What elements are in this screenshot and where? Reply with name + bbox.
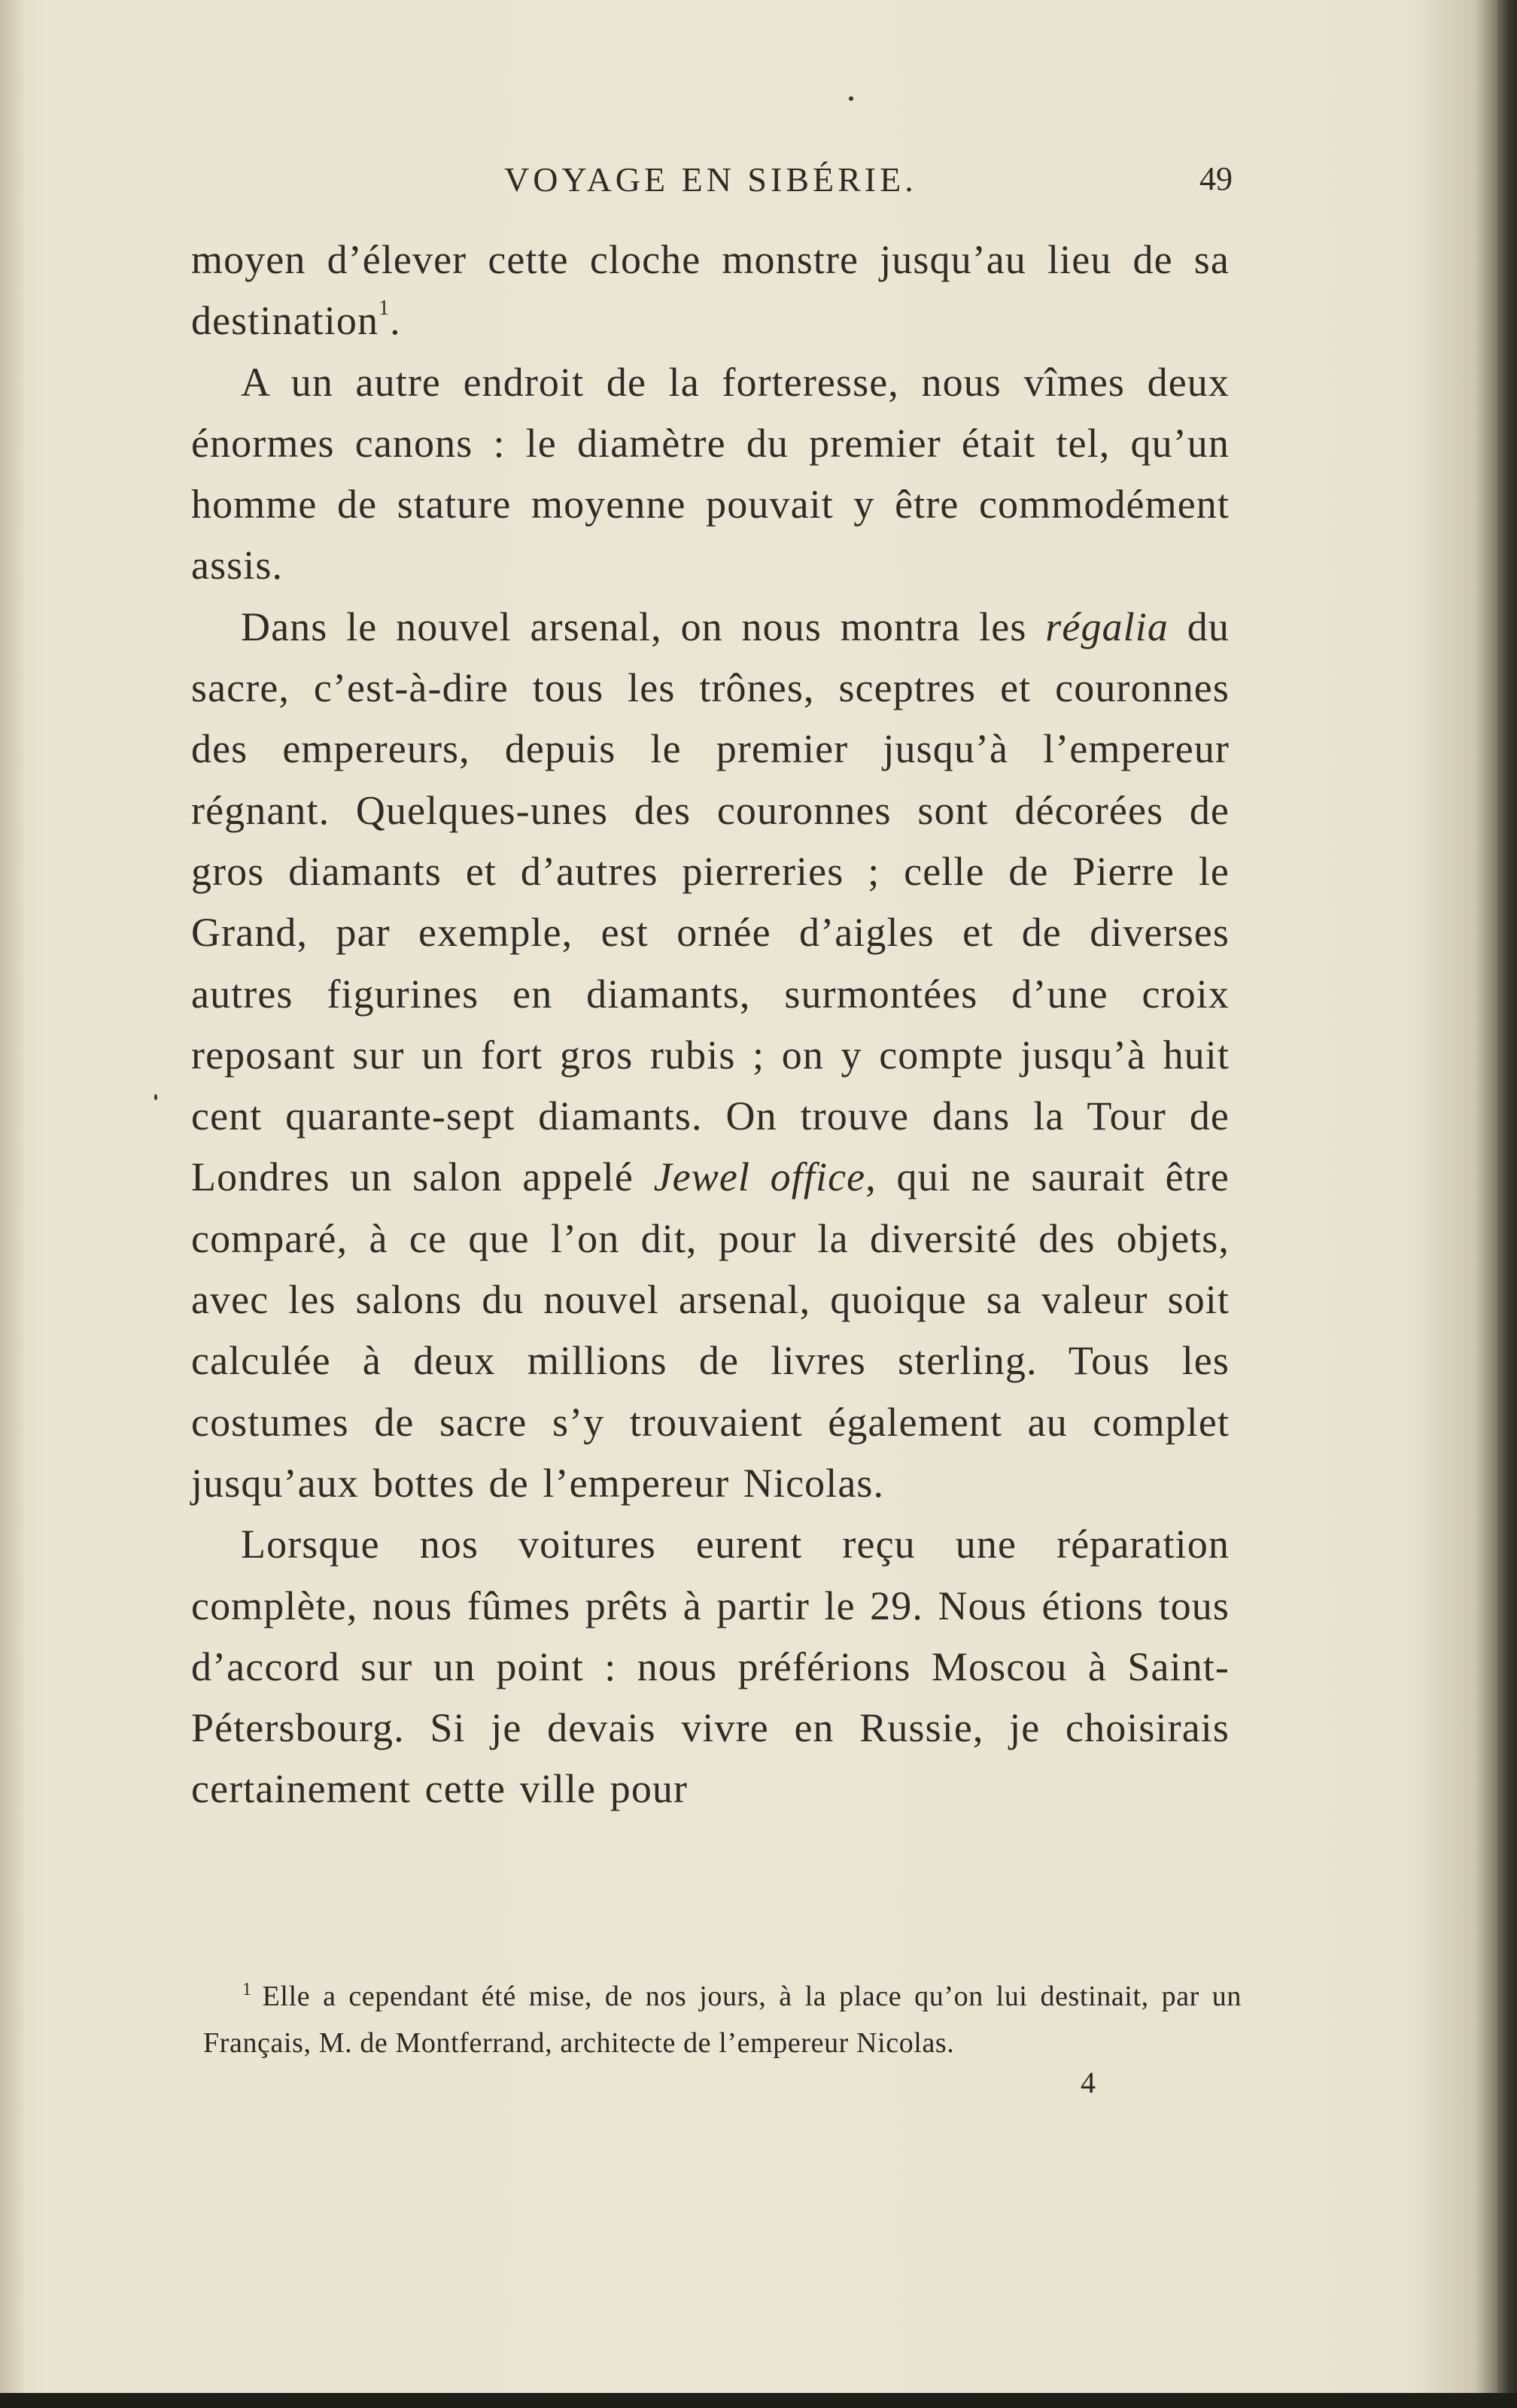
paragraph-3-text-a: Dans le nouvel arsenal, on nous montra les bbox=[241, 604, 1046, 649]
ink-speck bbox=[154, 1094, 157, 1100]
paragraph-1-text: moyen d’élever cette cloche monstre jusqu’au lieu de sa destination bbox=[191, 237, 1230, 344]
paragraph-1 bbox=[191, 230, 1230, 352]
footnote-text: Elle a cependant été mise, de nos jours, à la place qu’on lui destinait, par un Français, M. de Montferrand, architecte de l’empereur Nicolas. bbox=[203, 1981, 1242, 2059]
ink-speck bbox=[849, 96, 853, 101]
italic-regalia: régalia bbox=[1045, 604, 1169, 649]
paragraph-3-text-c: , qui ne saurait être comparé, à ce que l’on dit, pour la diversité des objets, avec les salons du nouvel arsenal, quoique sa valeur soit calculée à deux millions de livres sterling. Tous les costumes de sacre s’y trouvaient également au complet jusqu’aux bottes de l’empereur Nicolas. bbox=[191, 1154, 1230, 1506]
paragraph-3 bbox=[191, 597, 1230, 1514]
footnote-mark: 1 bbox=[242, 1980, 252, 1999]
page-edge-bottom bbox=[0, 2393, 1517, 2408]
paragraph-3-text-b: du sacre, c’est-à-dire tous les trônes, sceptres et couronnes des empereurs, depuis le premier jusqu’à l’empereur régnant. Quelques-unes des couronnes sont décorées de gros diamants et d’autres pierreries ; celle de Pierre le Grand, par exemple, est ornée d’aigles et de diverses autres figurines en diamants, surmontées d’une croix reposant sur un fort gros rubis ; on y compte jusqu’à huit cent quarante-sept diamants. On trouve dans la Tour de Londres un salon appelé bbox=[191, 604, 1230, 1200]
footnote bbox=[203, 1973, 1242, 2066]
gutter-shadow bbox=[0, 0, 26, 2393]
running-head bbox=[194, 160, 1233, 205]
italic-jewel-office: Jewel office bbox=[653, 1154, 866, 1200]
signature-mark: 4 bbox=[1081, 2066, 1096, 2099]
paragraph-4: Lorsque nos voitures eurent reçu une réparation complète, nous fûmes prêts à partir le 29. Nous étions tous d’accord sur un point : nous préférions Moscou à Saint-Pétersbourg. Si je devais vivre en Russie, je choisirais certainement cette ville pour bbox=[191, 1522, 1230, 1812]
paragraph-1-end: . bbox=[390, 298, 401, 344]
page-number: 49 bbox=[1199, 160, 1233, 197]
paragraph-2: A un autre endroit de la forteresse, nous vîmes deux énormes canons : le diamètre du premier était tel, qu’un homme de stature moyenne pouvait y être commodément assis. bbox=[191, 359, 1230, 588]
footnote-reference: 1 bbox=[378, 296, 391, 321]
body-text bbox=[191, 230, 1230, 1820]
running-title: VOYAGE EN SIBÉRIE. bbox=[504, 160, 917, 199]
page-edge-right bbox=[1497, 0, 1517, 2408]
footnote-paragraph bbox=[203, 1973, 1242, 2066]
